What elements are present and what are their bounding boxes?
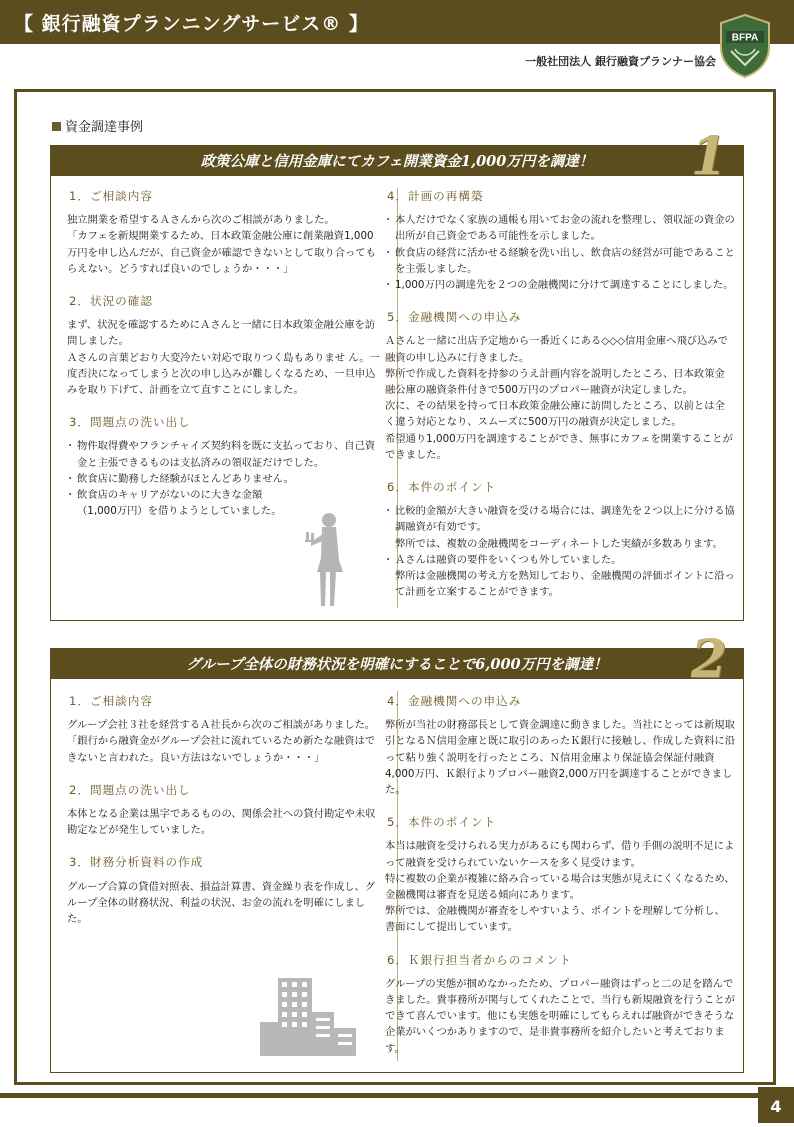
office-building-icon	[260, 978, 356, 1056]
subsection-heading: 3．財務分析資料の作成	[69, 855, 204, 870]
subsection-heading: 5．本件のポイント	[387, 815, 497, 830]
subsection-body: 独立開業を希望するＡさんから次のご相談がありました。 「カフェを新規開業するため、日本政策金融公庫に創業融資1,000万円を申し込んだが、自己資金が確認できないとして取り合ってもらえない。どうすれば良いのでしょうか・・・」	[67, 214, 376, 275]
subsection-body: Ａさんと一緒に出店予定地から一番近くにある◇◇◇信用金庫へ飛び込みで融資の申し込みに行きました。 弊所で作成した資料を持参のうえ計画内容を説明したところ、日本政策金融公庫の融資条件付きで500万円のプロパー融資が決定しました。 次に、その結果を持って日本政策金融公庫に訪問したところ、以前とは全く違う対応となり、スムーズに500万円の融資が決定しました。 希望通り1,000万円を調達することができ、無事にカフェを開業することができました。	[385, 335, 733, 461]
bullet-list	[385, 212, 735, 293]
section-label	[52, 116, 143, 135]
list-item: ・ 1,000万円の調達先を２つの金融機関に分けて調達することにしました。	[385, 277, 735, 293]
header-bar	[0, 0, 794, 44]
footer-bar	[0, 1093, 758, 1098]
subsection-heading: 4．金融機関への申込み	[387, 694, 522, 708]
case-1-number: 1	[690, 126, 727, 187]
subsection-heading: 6．Ｋ銀行担当者からのコメント	[387, 952, 572, 967]
case-2-left-column	[67, 693, 383, 943]
list-item: ・ Ａさんは融資の要件をいくつも外していました。 弊所は金融機関の考え方を熟知しており、金融機関の評価ポイントに沿って計画を立案することができます。	[385, 552, 735, 601]
list-item: ・ 比較的金額が大きい融資を受ける場合には、調達先を２つ以上に分ける協調融資が有効です。 弊所では、複数の金融機関をコーディネートした実績が多数あります。	[385, 503, 735, 552]
waitress-silhouette-icon	[303, 510, 351, 610]
organization-name: 一般社団法人 銀行融資プランナー協会	[525, 55, 716, 68]
case-2-title: グループ全体の財務状況を明確にすることで6,000万円を調達！	[51, 649, 743, 679]
subsection-heading: 1．ご相談内容	[69, 189, 153, 203]
logo-text: BFPA	[731, 32, 759, 44]
subsection-heading: 3．問題点の洗い出し	[69, 415, 191, 430]
case-2-box	[50, 629, 744, 1073]
bullet-list	[385, 503, 735, 600]
subsection-body: 弊所が当社の財務部長として資金調達に動きました。当社にとっては新規取引となるＮ信用金庫と既に取引のあったＫ銀行に接触し、作成した資料に沿って粘り強く説明を行ったところ、Ｎ信用金庫より保証協会保証付融資4,000万円、Ｋ銀行よりプロパー融資2,000万円を調達することができました。	[385, 719, 735, 797]
section-label-text: 資金調達事例	[65, 120, 144, 135]
case-1-right-column	[385, 188, 735, 616]
subsection-heading: 6．本件のポイント	[387, 480, 497, 495]
case-2-number: 2	[690, 629, 727, 690]
page-number: 4	[758, 1087, 794, 1123]
subsection-body: グループ会社３社を経営するＡ社長から次のご相談がありました。 「銀行から融資金がグループ会社に流れているため新たな融資はできないと言われた。良い方法はないでしょうか・・・」	[67, 719, 376, 764]
list-item: ・ 飲食店のキャリアがないのに大きな金額 （1,000万円）を借りようとしていました。	[67, 487, 383, 519]
subsection-heading: 5．金融機関への申込み	[387, 310, 522, 325]
list-item: ・ 物件取得費やフランチャイズ契約料を既に支払っており、自己資金と主張できるものは支払済みの領収証だけでした。	[67, 438, 383, 470]
list-item: ・ 飲食店に勤務した経験がほとんどありません。	[67, 471, 383, 487]
bfpa-logo	[717, 13, 773, 79]
list-item: ・ 本人だけでなく家族の通帳も用いてお金の流れを整理し、領収証の資金の出所が自己資金である可能性を示しました。	[385, 212, 735, 244]
case-1-title: 政策公庫と信用金庫にてカフェ開業資金1,000万円を調達！	[51, 146, 743, 176]
case-1-left-column	[67, 188, 383, 535]
case-2-right-column	[385, 693, 735, 1073]
square-bullet-icon	[52, 122, 61, 131]
subsection-heading: 4．計画の再構築	[387, 189, 484, 203]
service-title: 【 銀行融資プランニングサービス® 】	[14, 13, 369, 35]
subsection-body: 本体となる企業は黒字であるものの、関係会社への貸付勘定や未収勘定などが発生していました。	[67, 808, 376, 837]
subsection-heading: 1．ご相談内容	[69, 694, 153, 708]
subsection-body: まず、状況を確認するためにＡさんと一緒に日本政策金融公庫を訪問しました。 Ａさんの言葉どおり大変冷たい対応で取りつく島もありませ ん。一度否決になってしまうと次の申し込みが難しくなるため、一旦申込みを取り下げて、計画を立て直すことにしました。	[67, 319, 380, 397]
subsection-heading: 2．状況の確認	[69, 294, 153, 309]
list-item: ・ 飲食店の経営に活かせる経験を洗い出し、飲食店の経営が可能であることを主張しました。	[385, 245, 735, 277]
subsection-body: グループ合算の貸借対照表、損益計算書、資金繰り表を作成し、グループ全体の財務状況、利益の状況、お金の流れを明確にしました。	[67, 880, 376, 926]
subsection-heading: 2．問題点の洗い出し	[69, 782, 191, 797]
subsection-body: グループの実態が掴めなかったため、プロパー融資はずっと二の足を踏んできました。貴事務所が関与してくれたことで、当行も新規融資を行うことができて喜んでいます。他にも実態を明確にしてもらえれば融資ができそうな企業がいくつかありますので、是非貴事務所を紹介したいと考えております。	[385, 977, 735, 1055]
subsection-body: 本当は融資を受けられる実力があるにも関わらず、借り手側の説明不足によって融資を受けられていないケースを多く見受けます。 特に複数の企業が複雑に絡み合っている場合は実態が見えにくくなるため、金融機関は審査を見送る傾向にあります。 弊所では、金融機関が審査をしやすいよう、ポイントを理解して分析し、書面にして提出しています。	[385, 840, 735, 934]
bullet-list	[67, 438, 383, 519]
